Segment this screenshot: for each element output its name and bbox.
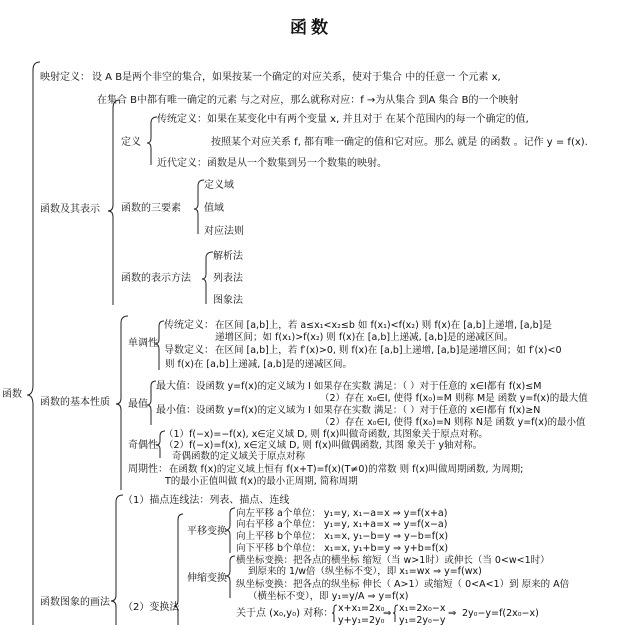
monotonic-trad-label: 传统定义：: [164, 320, 214, 331]
monotonic-deriv-line1: 在区间 [a,b]上，若 f′(x)>0, 则 f(x)在 [a,b]上递增, [a,b]是递增区间；如 f′(x)<0: [215, 345, 562, 356]
translation-item: 向下平移 b个单位： x₁=x, y₁+b=y ⇒ y+b=f(x): [236, 543, 449, 554]
min-line2: （2）存在 x₀∈I, 使得 f(x₀)=N 则称 N是 函数 y=f(x)的最小值: [320, 417, 586, 428]
stretch-label: 伸缩变换: [187, 573, 227, 584]
extremum-label: 最值: [128, 399, 148, 410]
period-line2: T的最小正值叫做 f(x)的最小正周期, 简称周期: [165, 476, 358, 487]
max-line2: （2）存在 x₀∈I, 使得 f(x₀)=M 则称 M是 函数 y=f(x)的最大值: [320, 393, 588, 404]
brace-stretch: [226, 556, 235, 598]
traditional-def-line2: 按照某个对应关系 f, 都有唯一确定的值和它对应。那么 就是 的函数 。记作 y = f(x).: [211, 137, 588, 148]
method2-label: （2）变换法: [123, 602, 180, 613]
mapping-def-line2: 在集合 B中都有唯一确定的元素 与之对应，那么就称对应：f →为从集合 到A 集合 B的一个映射: [97, 95, 519, 106]
translation-item: 向上平移 b个单位： x₁=x, y₁−b=y ⇒ y−b=f(x): [236, 531, 449, 542]
monotonic-trad-line2: 递增区间；如 f(x₁)>f(x₂) 则 f(x)在 [a,b]上递减, [a,b]是的递减区间。: [215, 332, 514, 343]
root-label: 函数: [2, 389, 22, 400]
min-line1: 设函数 y=f(x)的定义域为 I 如果存在实数 满足：（ ）对于任意的 x∈I都有 f(x)≥N: [196, 405, 541, 416]
brace-section1: [108, 100, 120, 305]
representation-item: 图象法: [213, 295, 243, 306]
translation-item: 向右平移 a个单位： y₁=y, x₁+a=x ⇒ y=f(x−a): [236, 519, 448, 530]
parity-line1: （1）f(−x)=−f(x), x∈定义域 D, 则 f(x)叫做奇函数, 其图象关于原点对称。: [164, 429, 488, 440]
brace-elements: [194, 180, 204, 234]
period-label: 周期性：: [128, 464, 168, 475]
symmetry-final: 2y₀−y=f(2x₀−x): [462, 608, 539, 619]
stretch-line1: 横坐标变换：把各点的横坐标 缩短（当 w>1时）或伸长（当 0<w<1时）: [236, 555, 550, 566]
parity-line2: （2）f(−x)=f(x), x∈定义域 D, 则 f(x)叫做偶函数, 其图 象关于 y轴对称。: [164, 440, 483, 451]
brace-representations: [202, 252, 213, 304]
representation-item: 解析法: [213, 251, 243, 262]
translation-label: 平移变换: [187, 526, 227, 537]
traditional-def-label: 传统定义：: [157, 114, 207, 125]
modern-def-label: 近代定义：: [157, 158, 207, 169]
page-title: 函数: [290, 18, 332, 38]
three-elements-item: 对应法则: [204, 226, 244, 237]
parity-label: 奇偶性: [128, 440, 158, 451]
symmetry-sys1: x+x₁=2x₀: [338, 603, 385, 614]
min-label: 最小值：: [156, 405, 196, 416]
representations-label: 函数的表示方法: [121, 273, 191, 284]
stretch-line3: 纵坐标变换：把各点的纵坐标 伸长（ A>1）或缩短（ 0<A<1）到 原来的 A倍: [236, 579, 570, 590]
mapping-def-line1: 设 A B是两个非空的集合，如果按某一个确定的对应关系，使对于集合 中的任意一 个元素 x,: [92, 72, 501, 83]
brace-root: [27, 62, 40, 625]
max-line1: 设函数 y=f(x)的定义域为 I 如果存在实数 满足：（ ）对于任意的 x∈I都有 f(x)≤M: [196, 381, 542, 392]
modern-def-text: 函数是从一个数集到另一个数集的映射。: [207, 158, 387, 169]
section2-label: 函数的基本性质: [40, 397, 110, 408]
representation-item: 列表法: [213, 273, 243, 284]
definition-label: 定义: [121, 137, 141, 148]
stretch-line4: （横坐标不变），即 y₁=y/A ⇒ y=f(x): [248, 591, 409, 602]
section3-label: 函数图象的画法: [40, 597, 110, 608]
max-label: 最大值：: [156, 381, 196, 392]
monotonic-deriv-line2: 则 f(x)在 [a,b]上递减, [a,b]是的递减区间。: [165, 359, 353, 370]
translation-item: 向左平移 a个单位： y₁=y, x₁−a=x ⇒ y=f(x+a): [236, 508, 448, 519]
symmetry-res2: y₁=2y₀−y: [399, 615, 446, 626]
symmetry-arrow2: ⇒: [448, 608, 457, 619]
brace-translation: [226, 508, 235, 553]
monotonic-trad-line1: 在区间 [a,b]上，若 a≤x₁<x₂≤b 如 f(x₁)<f(x₂) 则 f(x)在 [a,b]上递增, [a,b]是: [215, 320, 552, 331]
three-elements-label: 函数的三要素: [121, 203, 181, 214]
parity-line3: 奇偶函数的定义域关于原点对称: [172, 451, 306, 462]
three-elements-item: 定义域: [204, 180, 234, 191]
traditional-def-line1: 如果在某变化中有两个变量 x, 并且对于 在某个范围内的每一个确定的值,: [207, 114, 529, 125]
three-elements-item: 值域: [204, 203, 224, 214]
brace-symmetry-2: [393, 605, 398, 622]
symmetry-arrow1: ⇒: [383, 608, 392, 619]
monotonic-label: 单调性: [128, 338, 158, 349]
stretch-line2: 到原来的 1/w倍（纵坐标不变），即 x₁=wx ⇒ y=f(wx): [248, 566, 482, 577]
monotonic-deriv-label: 导数定义：: [164, 345, 214, 356]
symmetry-prefix: 关于点 (x₀,y₀) 对称：: [236, 608, 334, 619]
brace-definition: [147, 117, 157, 165]
method1-text: （1）描点连线法：列表、描点、连线: [123, 495, 290, 506]
symmetry-sys2: y+y₁=2y₀: [338, 615, 385, 626]
brace-extremum: [147, 381, 156, 425]
section1-label: 函数及其表示: [40, 204, 100, 215]
symmetry-res1: x₁=2x₀−x: [399, 603, 446, 614]
mapping-def-label: 映射定义：: [40, 72, 90, 83]
period-line1: 在函数 f(x)的定义域上恒有 f(x+T)=f(x)(T≠0)的常数 则 f(x)叫做周期函数, 为周期;: [169, 464, 524, 475]
brace-section3: [111, 495, 123, 625]
brace-section2: [116, 316, 128, 490]
